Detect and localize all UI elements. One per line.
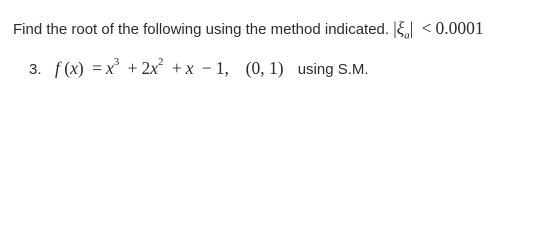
variable: x [70,58,78,78]
plus-sign-2: + [171,58,182,78]
open-paren: ( [64,58,71,78]
term3: x [185,58,194,78]
abs-close: | [409,18,414,38]
method-text: using S.M. [297,61,369,78]
constant-term: 1, [215,58,229,78]
equals-sign: = [92,58,102,78]
error-criterion [393,18,484,42]
problem-number: 3. [29,61,42,78]
instruction-line [13,18,484,42]
close-paren: ) [77,58,84,78]
abs-open: | [393,18,397,38]
plus-sign-1: + [127,58,138,78]
error-symbol: ξ [396,18,405,38]
tolerance-value: 0.0001 [435,18,484,38]
problem-line [29,58,369,79]
interval: (0, 1) [245,58,284,78]
term2-exponent: 2 [158,56,164,69]
relation-symbol: < [421,18,432,38]
term2-coefficient: 2 [141,58,151,78]
term2-base: x [150,58,159,78]
problem-equation [55,58,288,78]
term1-exponent: 3 [113,56,120,69]
minus-sign: − [201,58,212,78]
term1-base: x [105,58,114,78]
instruction-text: Find the root of the following using the method indicated. [13,21,390,38]
error-subscript: a [404,29,410,42]
function-name: f [55,58,60,78]
